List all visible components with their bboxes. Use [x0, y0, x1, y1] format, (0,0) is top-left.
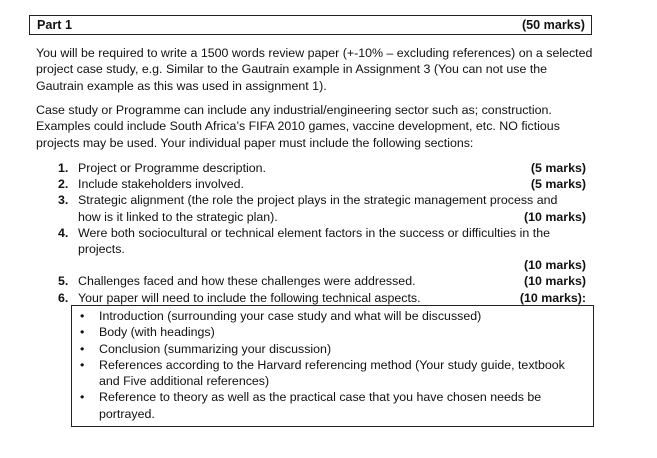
section-marks: (10 marks) — [524, 209, 586, 224]
section-marks: (5 marks) — [530, 161, 586, 175]
bullet-icon: • — [80, 309, 85, 323]
technical-aspect-text: Conclusion (summarizing your discussion) — [99, 341, 332, 356]
section-marks: (10 marks): — [519, 290, 586, 305]
technical-aspect-item — [78, 308, 585, 324]
technical-aspects-list — [78, 308, 585, 422]
section-text: Your paper will need to include the following technical aspects. — [78, 290, 421, 305]
technical-aspect-text: References according to the Harvard referencing method (Your study guide, textbook and Five additional references) — [99, 357, 565, 389]
section-item-3 — [58, 192, 586, 224]
sections-list — [58, 160, 586, 306]
bullet-icon: • — [80, 390, 85, 405]
section-marks: (5 marks) — [530, 177, 586, 192]
section-number: 6. — [58, 290, 69, 305]
section-number: 3. — [58, 193, 69, 208]
part-title: Part 1 — [37, 18, 73, 32]
section-item-5 — [58, 273, 586, 289]
intro-paragraph: You will be required to write a 1500 words review paper (+-10% – excluding references) on a selected project case study, e.g. Similar to the Gautrain example in Assignment 3 (You can not use the Gautrain example as this was used in assignment 1). — [36, 46, 593, 93]
section-number: 5. — [58, 274, 69, 289]
section-marks: (10 marks) — [524, 258, 586, 273]
part-marks: (50 marks) — [521, 18, 585, 32]
section-text-line-1: Were both sociocultural or technical element factors in the success or difficulties in the — [78, 225, 550, 240]
section-text-line-2: how is it linked to the strategic plan). — [78, 209, 278, 224]
bullet-icon: • — [80, 357, 85, 372]
technical-aspect-item — [78, 357, 585, 390]
case-study-paragraph: Case study or Programme can include any industrial/engineering sector such as; construction. Examples could include South Africa’s FIFA 2010 games, vaccine development, etc. NO fictious projects may be used. Your individual paper must include the following sections: — [36, 103, 560, 150]
section-item-4 — [58, 225, 586, 274]
section-text: Challenges faced and how these challenges were addressed. — [78, 274, 416, 289]
section-number: 2. — [58, 177, 69, 192]
technical-aspect-text: Reference to theory as well as the practical case that you have chosen needs be portrayed. — [99, 390, 542, 421]
technical-aspect-item — [78, 389, 585, 422]
technical-aspect-text: Body (with headings) — [99, 325, 215, 340]
technical-aspect-text: Introduction (surrounding your case study and what will be discussed) — [99, 309, 482, 323]
section-item-6 — [58, 290, 586, 306]
bullet-icon: • — [80, 341, 85, 356]
section-item-1 — [58, 160, 586, 176]
technical-aspect-item — [78, 341, 585, 357]
technical-aspect-item — [78, 324, 585, 340]
part-header — [29, 15, 592, 35]
section-text-line-1: Strategic alignment (the role the project plays in the strategic management process and — [78, 193, 558, 208]
section-marks: (10 marks) — [524, 274, 586, 289]
section-item-2 — [58, 176, 586, 192]
section-text: Project or Programme description. — [78, 161, 266, 175]
section-number: 1. — [58, 161, 69, 175]
section-text-line-2: projects. — [78, 242, 125, 257]
technical-aspects-box — [71, 305, 594, 427]
section-text: Include stakeholders involved. — [78, 177, 244, 192]
bullet-icon: • — [80, 325, 85, 340]
section-number: 4. — [58, 225, 69, 240]
